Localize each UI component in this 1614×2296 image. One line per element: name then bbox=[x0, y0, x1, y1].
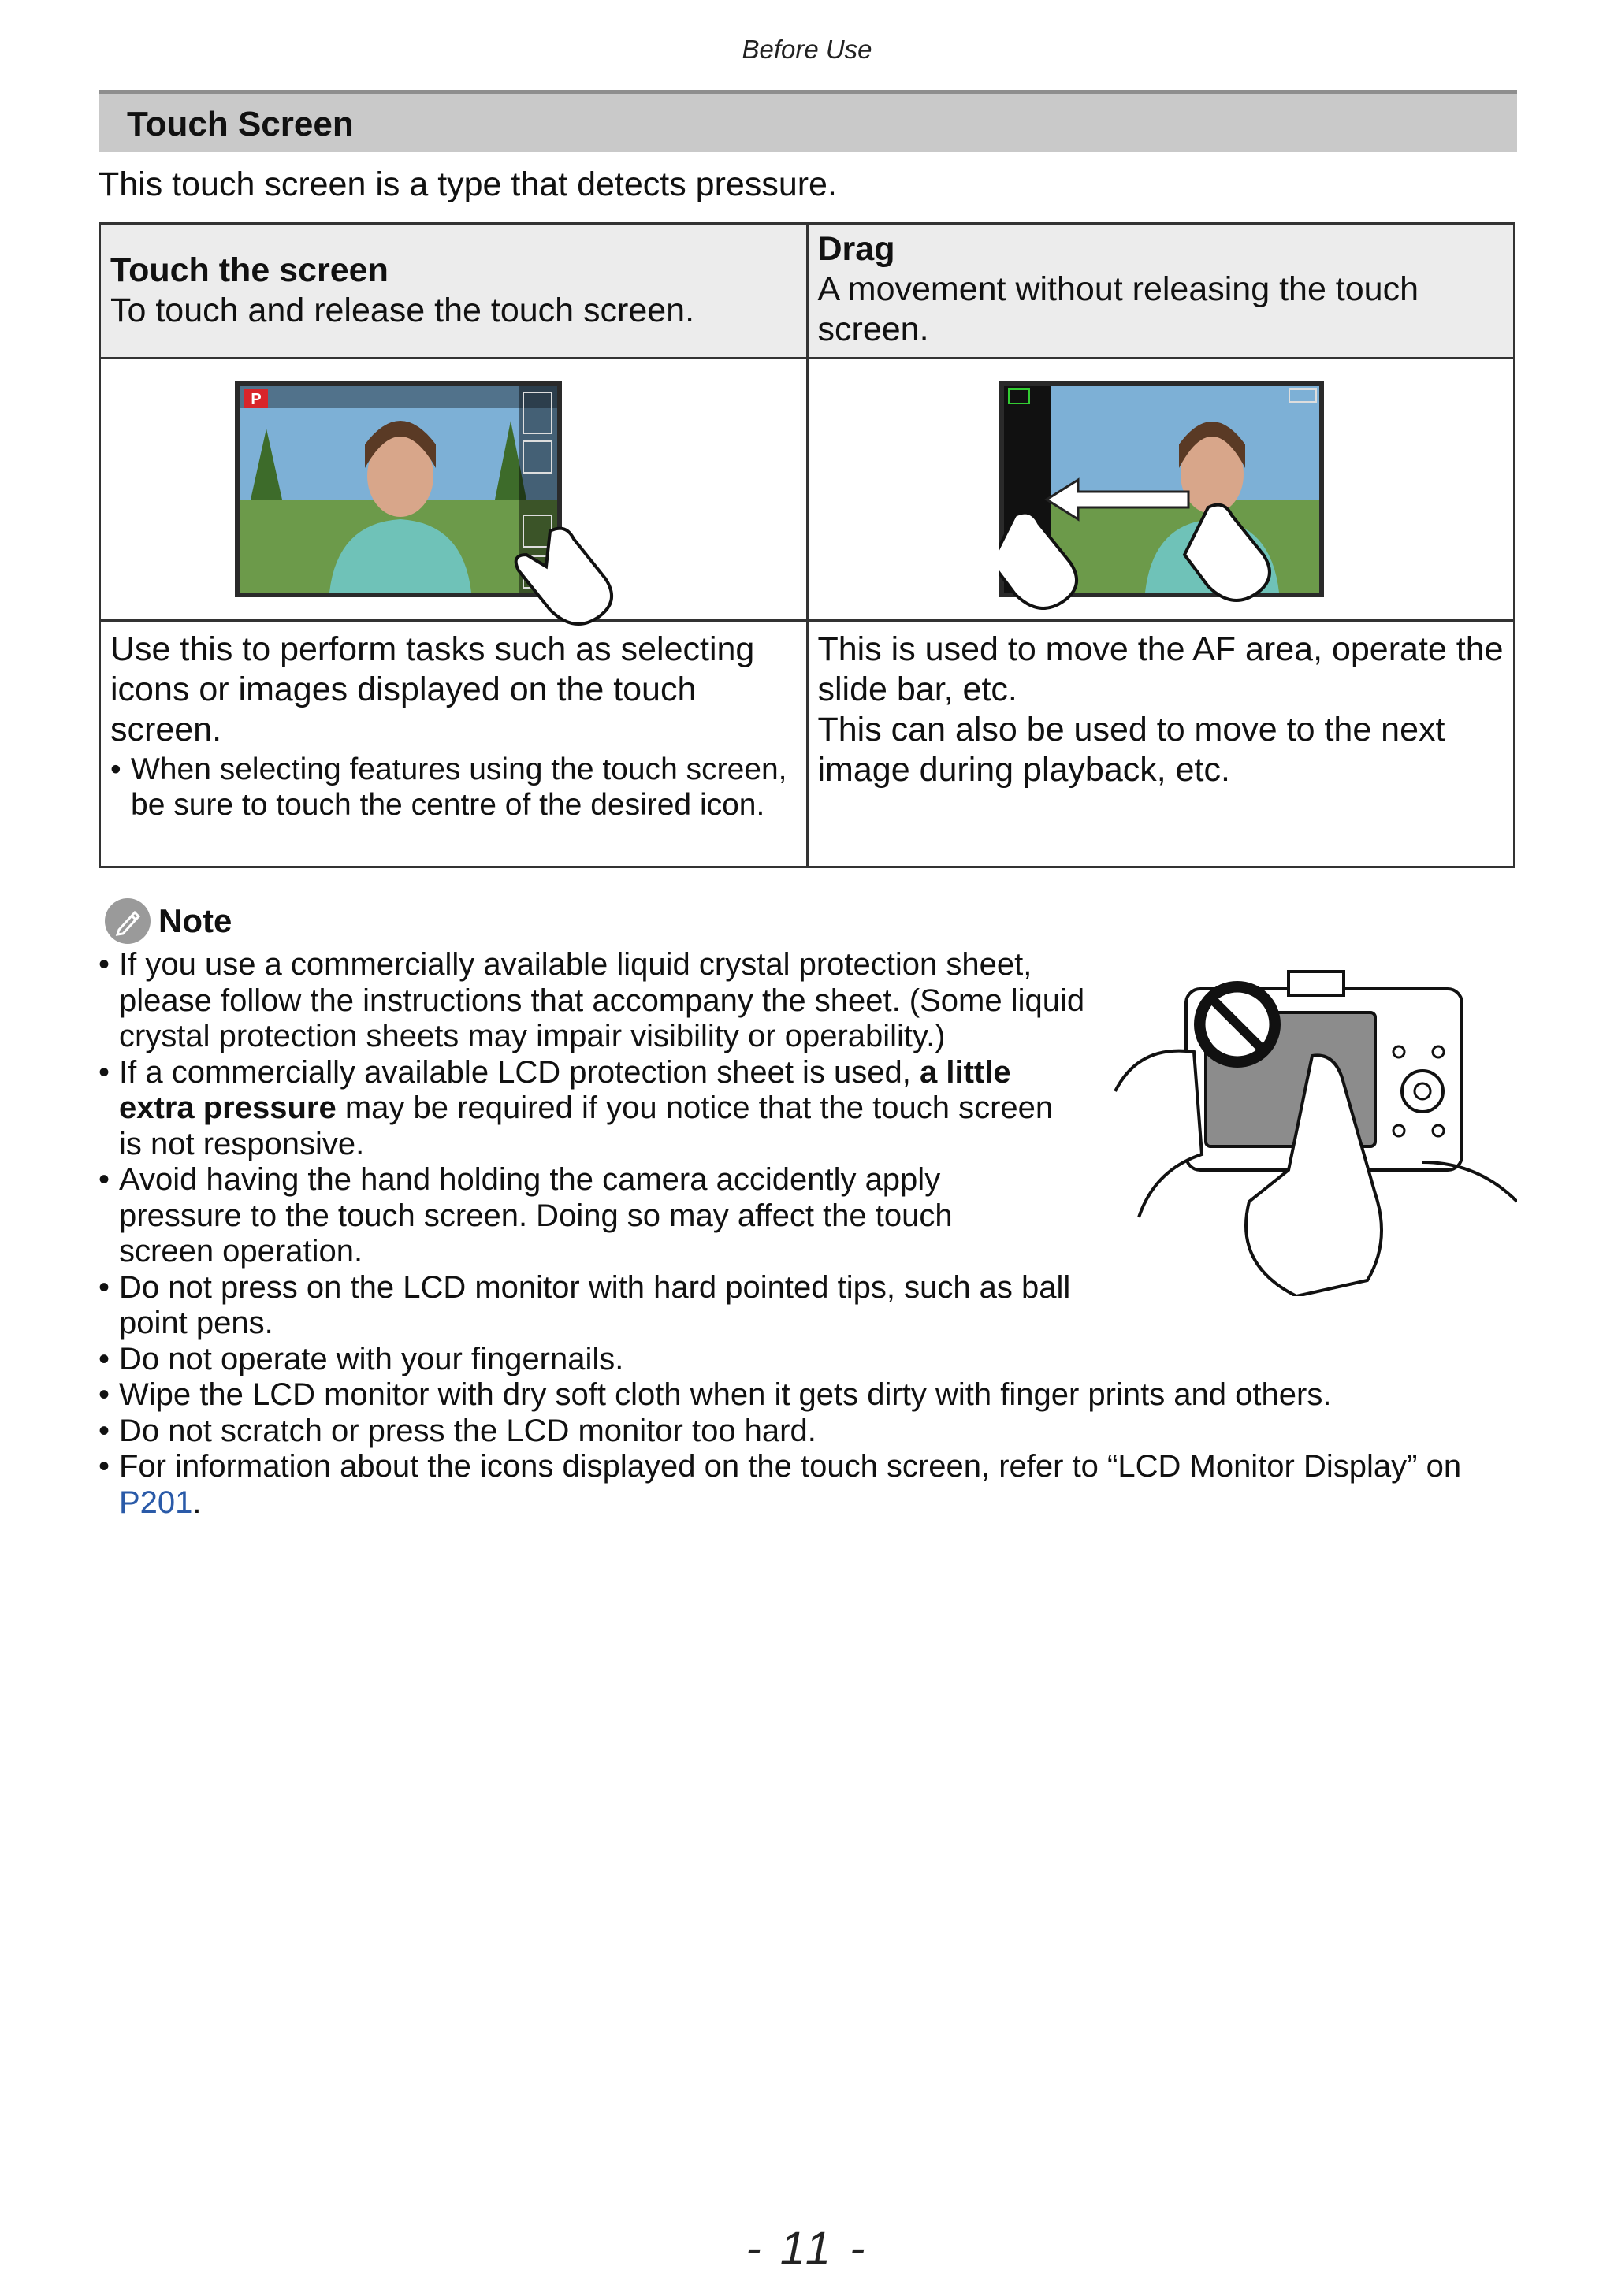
note-item: • Do not operate with your fingernails. bbox=[99, 1341, 624, 1376]
touch-description: Use this to perform tasks such as selecting icons or images displayed on the touch screen. bbox=[110, 630, 755, 749]
note-item: • Avoid having the hand holding the camera accidently apply pressure to the touch screen. Doing so may affect the touch screen operation. bbox=[99, 1162, 953, 1269]
intro-text: This touch screen is a type that detects pressure. bbox=[99, 165, 837, 203]
section-title: Touch Screen bbox=[127, 105, 354, 143]
section-title-bar bbox=[99, 90, 1517, 152]
note-item: • If you use a commercially available liquid crystal protection sheet, please follow the instructions that accompany the sheet. (Some liquid crystal protection sheets may impair visibility or operability.) bbox=[99, 947, 1085, 1053]
touch-description-cell bbox=[100, 621, 808, 868]
touch-subtitle: To touch and release the touch screen. bbox=[110, 292, 695, 329]
drag-description-2: This can also be used to move to the next image during playback, etc. bbox=[817, 711, 1445, 789]
pencil-icon bbox=[105, 898, 151, 944]
note-heading bbox=[105, 898, 232, 944]
drag-description-cell bbox=[807, 621, 1515, 868]
note-list bbox=[99, 947, 1517, 1521]
page-number: - 11 - bbox=[746, 2223, 868, 2274]
drag-title: Drag bbox=[817, 230, 895, 268]
touch-header-cell bbox=[100, 224, 808, 359]
note-item: • Do not scratch or press the LCD monitor too hard. bbox=[99, 1413, 816, 1448]
mode-badge: P bbox=[251, 391, 262, 408]
drag-description: This is used to move the AF area, operate the slide bar, etc. bbox=[817, 630, 1504, 708]
touch-illustration-cell bbox=[100, 359, 808, 621]
running-header: Before Use bbox=[742, 35, 872, 64]
drag-subtitle: A movement without releasing the touch screen. bbox=[817, 270, 1419, 348]
note-item: • Wipe the LCD monitor with dry soft cloth when it gets dirty with finger prints and others. bbox=[99, 1377, 1332, 1412]
touch-illustration bbox=[235, 381, 645, 633]
note-item: • Do not press on the LCD monitor with hard pointed tips, such as ball point pens. bbox=[99, 1269, 1071, 1340]
touch-bullet: • When selecting features using the touch screen, be sure to touch the centre of the desired icon. bbox=[110, 752, 797, 823]
drag-illustration-cell bbox=[807, 359, 1515, 621]
page-link[interactable]: P201 bbox=[119, 1484, 193, 1520]
operations-table bbox=[99, 222, 1515, 868]
touch-bullet-text: When selecting features using the touch screen, be sure to touch the centre of the desired icon. bbox=[131, 752, 787, 822]
drag-header-cell bbox=[807, 224, 1515, 359]
note-item: • If a commercially available LCD protection sheet is used, a little extra pressure may be required if you notice that the touch screen is not responsive. bbox=[99, 1054, 1054, 1161]
touch-title: Touch the screen bbox=[110, 251, 389, 289]
drag-illustration bbox=[999, 381, 1330, 610]
note-item: • For information about the icons displayed on the touch screen, refer to “LCD Monitor Display” on P201. bbox=[99, 1449, 1462, 1520]
note-label: Note bbox=[158, 902, 232, 939]
